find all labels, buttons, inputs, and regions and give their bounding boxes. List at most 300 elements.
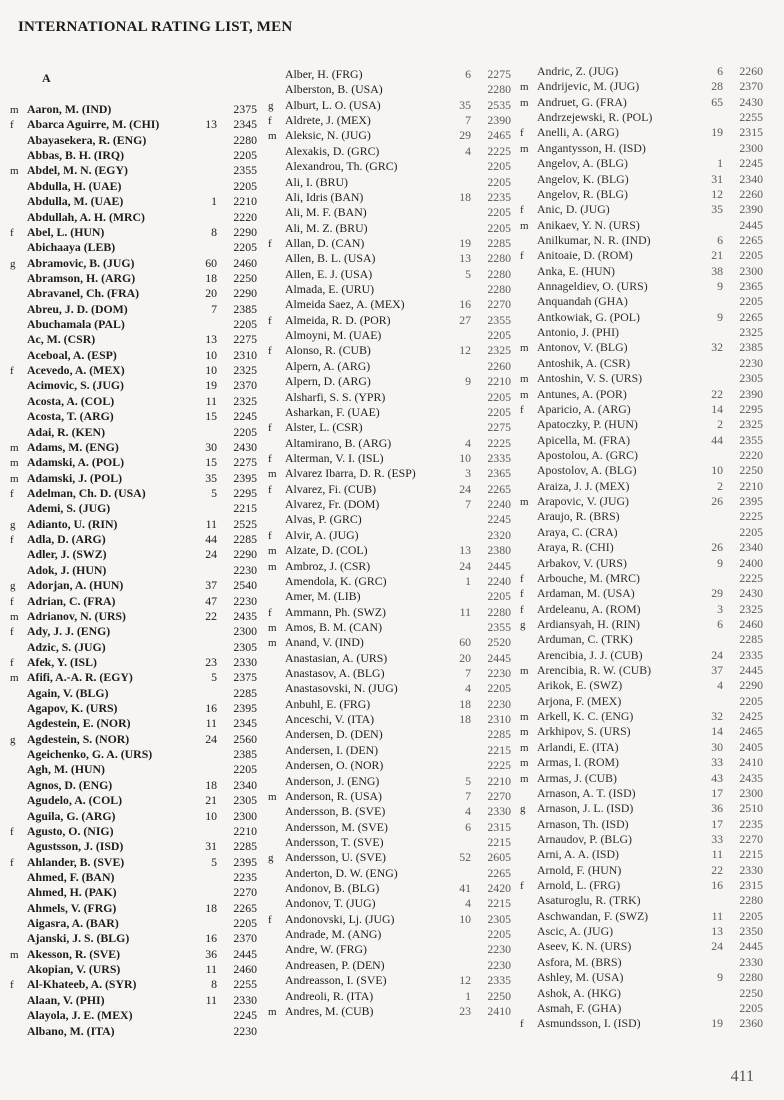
player-entry <box>520 95 764 110</box>
player-rating: 2305 <box>487 911 511 926</box>
player-rating: 2465 <box>739 724 763 739</box>
player-rating: 2335 <box>487 973 511 988</box>
player-entry <box>520 771 764 786</box>
player-rating: 2245 <box>739 156 763 171</box>
player-rating: 2230 <box>233 562 257 577</box>
games-count: 6 <box>465 67 471 81</box>
player-entry <box>10 409 258 424</box>
games-count: 24 <box>205 547 217 562</box>
player-name: Anastasov, A. (BLG) <box>285 666 385 681</box>
player-entry <box>10 394 258 409</box>
games-count: 13 <box>459 543 471 558</box>
player-entry <box>10 901 258 916</box>
player-name: Alburt, L. O. (USA) <box>285 97 381 112</box>
games-count: 8 <box>211 977 217 992</box>
player-rating: 2425 <box>739 709 763 724</box>
player-name: Anderson, R. (USA) <box>285 788 382 803</box>
player-name: Abayasekera, R. (ENG) <box>27 132 147 147</box>
games-count: 6 <box>465 819 471 834</box>
player-entry <box>520 509 764 524</box>
player-rating: 2445 <box>233 946 257 961</box>
player-name: Acosta, T. (ARG) <box>27 409 114 424</box>
player-rating: 2315 <box>739 878 763 893</box>
player-rating: 2205 <box>487 681 511 696</box>
player-entry <box>268 436 512 451</box>
player-name: Abbas, B. H. (IRQ) <box>27 148 125 163</box>
player-rating: 2290 <box>233 547 257 562</box>
player-entry <box>520 310 764 325</box>
player-entry <box>268 697 512 712</box>
games-count: 9 <box>465 374 471 389</box>
player-name: Adianto, U. (RIN) <box>27 516 118 531</box>
player-name: Abarca Aguirre, M. (CHI) <box>27 117 160 132</box>
player-entry <box>10 286 258 301</box>
player-name: Aigasra, A. (BAR) <box>27 916 119 931</box>
player-rating: 2445 <box>487 558 511 573</box>
player-entry <box>268 605 512 620</box>
player-name: Arencibia, J. J. (CUB) <box>537 647 643 662</box>
title-mark: g <box>10 580 16 593</box>
player-rating: 2510 <box>739 801 763 816</box>
player-name: Ademi, S. (JUG) <box>27 501 111 516</box>
player-rating: 2250 <box>487 988 511 1003</box>
games-count: 5 <box>211 485 217 500</box>
player-name: Ac, M. (CSR) <box>27 332 96 347</box>
player-entry <box>520 909 764 924</box>
title-mark: f <box>268 529 272 542</box>
player-entry <box>268 866 512 881</box>
player-name: Angantysson, H. (ISD) <box>537 140 646 155</box>
player-entry <box>268 297 512 312</box>
player-name: Arduman, C. (TRK) <box>537 632 633 647</box>
player-rating: 2205 <box>233 424 257 439</box>
player-name: Agudelo, A. (COL) <box>27 793 123 808</box>
player-rating: 2270 <box>233 885 257 900</box>
games-count: 2 <box>717 417 723 432</box>
games-count: 6 <box>717 64 723 78</box>
player-entry <box>10 640 258 655</box>
player-entry <box>10 839 258 854</box>
player-rating: 2205 <box>487 174 511 189</box>
player-entry <box>520 648 764 663</box>
player-entry <box>10 624 258 639</box>
player-entry <box>268 620 512 635</box>
player-rating: 2285 <box>233 839 257 854</box>
player-rating: 2330 <box>233 992 257 1007</box>
title-mark: m <box>268 1005 277 1018</box>
player-name: Aceboal, A. (ESP) <box>27 347 117 362</box>
player-rating: 2205 <box>487 389 511 404</box>
player-rating: 2230 <box>487 696 511 711</box>
games-count: 17 <box>711 816 723 831</box>
player-name: Allen, B. L. (USA) <box>285 251 376 266</box>
player-entry <box>268 497 512 512</box>
player-rating: 2300 <box>233 624 257 639</box>
games-count: 15 <box>205 409 217 424</box>
games-count: 4 <box>465 681 471 696</box>
player-name: Andonov, B. (BLG) <box>285 881 380 896</box>
player-rating: 2230 <box>487 666 511 681</box>
player-rating: 2225 <box>487 143 511 158</box>
player-entry <box>268 543 512 558</box>
player-name: Ashley, M. (USA) <box>537 970 624 985</box>
games-count: 38 <box>711 263 723 278</box>
player-entry <box>10 655 258 670</box>
player-name: Alster, L. (CSR) <box>285 420 363 435</box>
page-title: INTERNATIONAL RATING LIST, MEN <box>18 19 293 35</box>
player-rating: 2605 <box>487 850 511 865</box>
player-entry <box>268 313 512 328</box>
player-rating: 2430 <box>739 94 763 109</box>
player-entry <box>268 574 512 589</box>
player-rating: 2400 <box>739 555 763 570</box>
rating-rows <box>10 102 258 1039</box>
player-rating: 2325 <box>739 325 763 340</box>
title-mark: m <box>10 104 19 116</box>
player-entry <box>268 82 512 97</box>
player-name: Andersson, T. (SVE) <box>285 834 384 849</box>
player-entry <box>520 786 764 801</box>
player-name: Anka, E. (HUN) <box>537 263 615 278</box>
player-rating: 2395 <box>739 494 763 509</box>
title-mark: m <box>520 373 529 386</box>
player-name: Apicella, M. (FRA) <box>537 432 631 447</box>
player-rating: 2460 <box>739 616 763 631</box>
games-count: 16 <box>711 878 723 893</box>
player-name: Amos, B. M. (CAN) <box>285 619 383 634</box>
player-rating: 2310 <box>233 347 257 362</box>
player-rating: 2390 <box>487 113 511 128</box>
player-entry <box>520 571 764 586</box>
title-mark: g <box>268 852 274 865</box>
games-count: 14 <box>711 724 723 739</box>
player-rating: 2370 <box>233 378 257 393</box>
games-count: 44 <box>711 432 723 447</box>
player-name: Andreasen, P. (DEN) <box>285 957 385 972</box>
player-name: Again, V. (BLG) <box>27 685 109 700</box>
player-name: Asmundsson, I. (ISD) <box>537 1016 641 1031</box>
games-count: 11 <box>711 847 723 862</box>
player-entry <box>520 694 764 709</box>
player-name: Asfora, M. (BRS) <box>537 954 622 969</box>
games-count: 5 <box>465 773 471 788</box>
player-entry <box>10 778 258 793</box>
player-rating: 2230 <box>233 1023 257 1038</box>
player-rating: 2435 <box>233 608 257 623</box>
title-mark: f <box>10 825 14 838</box>
games-count: 4 <box>465 896 471 911</box>
player-name: Abravanel, Ch. (FRA) <box>27 286 140 301</box>
player-name: Aleksic, N. (JUG) <box>285 128 371 143</box>
player-name: Anikaev, Y. N. (URS) <box>537 217 640 232</box>
games-count: 10 <box>711 463 723 478</box>
player-name: Araya, R. (CHI) <box>537 540 614 555</box>
player-rating: 2340 <box>739 171 763 186</box>
player-name: Arencibia, R. W. (CUB) <box>537 663 652 678</box>
games-count: 8 <box>211 224 217 239</box>
player-rating: 2265 <box>487 865 511 880</box>
player-entry <box>520 417 764 432</box>
player-rating: 2205 <box>487 220 511 235</box>
title-mark: f <box>268 606 272 619</box>
title-mark: f <box>520 403 524 416</box>
player-entry <box>520 264 764 279</box>
player-name: Alpern, D. (ARG) <box>285 374 371 389</box>
player-entry <box>520 955 764 970</box>
player-name: Ali, M. F. (BAN) <box>285 205 367 220</box>
title-mark: f <box>520 250 524 263</box>
player-name: Ahmed, H. (PAK) <box>27 885 117 900</box>
player-rating: 2520 <box>487 635 511 650</box>
player-rating: 2205 <box>739 524 763 539</box>
games-count: 13 <box>205 332 217 347</box>
player-entry <box>520 371 764 386</box>
player-name: Aseev, K. N. (URS) <box>537 939 632 954</box>
player-entry <box>520 1016 764 1031</box>
player-entry <box>520 663 764 678</box>
player-entry <box>268 635 512 650</box>
games-count: 24 <box>711 647 723 662</box>
player-entry <box>268 144 512 159</box>
player-entry <box>520 525 764 540</box>
player-rating: 2225 <box>739 509 763 524</box>
player-entry <box>10 240 258 255</box>
games-count: 32 <box>711 709 723 724</box>
title-mark: f <box>268 422 272 435</box>
player-name: Afek, Y. (ISL) <box>27 654 97 669</box>
player-rating: 2535 <box>487 97 511 112</box>
games-count: 31 <box>205 839 217 854</box>
title-mark: f <box>268 345 272 358</box>
player-rating: 2275 <box>233 455 257 470</box>
player-rating: 2205 <box>739 693 763 708</box>
games-count: 6 <box>717 616 723 631</box>
games-count: 20 <box>459 650 471 665</box>
player-name: Anastasovski, N. (JUG) <box>285 681 398 696</box>
player-rating: 2225 <box>487 435 511 450</box>
games-count: 1 <box>717 156 723 171</box>
player-entry <box>10 256 258 271</box>
player-name: Andrijevic, M. (JUG) <box>537 79 640 94</box>
player-entry <box>520 878 764 893</box>
player-entry <box>520 233 764 248</box>
player-rating: 2310 <box>487 712 511 727</box>
player-rating: 2205 <box>739 248 763 263</box>
player-rating: 2345 <box>233 117 257 132</box>
games-count: 21 <box>711 248 723 263</box>
games-count: 18 <box>459 189 471 204</box>
player-entry <box>520 586 764 601</box>
player-name: Ali, I. (BRU) <box>285 174 348 189</box>
player-entry <box>268 221 512 236</box>
player-rating: 2390 <box>739 202 763 217</box>
player-name: Albano, M. (ITA) <box>27 1023 115 1038</box>
player-entry <box>268 850 512 865</box>
player-entry <box>10 762 258 777</box>
games-count: 12 <box>459 973 471 988</box>
player-rating: 2445 <box>487 650 511 665</box>
player-rating: 2280 <box>487 266 511 281</box>
player-entry <box>520 340 764 355</box>
player-name: Antoshin, V. S. (URS) <box>537 371 643 386</box>
player-name: Ali, Idris (BAN) <box>285 189 364 204</box>
games-count: 35 <box>459 97 471 112</box>
player-name: Araujo, R. (BRS) <box>537 509 620 524</box>
player-name: Antkowiak, G. (POL) <box>537 309 640 324</box>
player-rating: 2360 <box>739 1016 763 1031</box>
player-rating: 2230 <box>487 942 511 957</box>
player-entry <box>520 387 764 402</box>
player-rating: 2260 <box>487 358 511 373</box>
rating-rows <box>520 64 764 1032</box>
player-rating: 2355 <box>739 432 763 447</box>
games-count: 23 <box>205 654 217 669</box>
player-entry <box>520 1001 764 1016</box>
player-entry <box>520 986 764 1001</box>
player-rating: 2525 <box>233 516 257 531</box>
title-mark: f <box>10 487 14 500</box>
player-rating: 2205 <box>233 762 257 777</box>
player-name: Adler, J. (SWZ) <box>27 547 107 562</box>
games-count: 18 <box>459 696 471 711</box>
player-rating: 2240 <box>487 573 511 588</box>
player-entry <box>268 205 512 220</box>
player-rating: 2390 <box>739 386 763 401</box>
player-entry <box>520 294 764 309</box>
player-name: Anitoaie, D. (ROM) <box>537 248 633 263</box>
player-rating: 2465 <box>487 128 511 143</box>
title-mark: m <box>268 790 277 803</box>
player-rating: 2210 <box>487 773 511 788</box>
title-mark: f <box>520 204 524 217</box>
player-name: Asmah, F. (GHA) <box>537 1000 622 1015</box>
player-entry <box>10 885 258 900</box>
player-name: Abdulla, M. (UAE) <box>27 194 124 209</box>
player-name: Adamski, A. (POL) <box>27 455 125 470</box>
title-mark: f <box>520 127 524 140</box>
title-mark: m <box>268 130 277 143</box>
player-name: Adorjan, A. (HUN) <box>27 578 124 593</box>
player-entry <box>268 973 512 988</box>
games-count: 13 <box>205 117 217 132</box>
games-count: 20 <box>205 286 217 301</box>
player-rating: 2325 <box>487 343 511 358</box>
player-rating: 2205 <box>739 908 763 923</box>
player-name: Armas, I. (ROM) <box>537 755 619 770</box>
player-rating: 2560 <box>233 731 257 746</box>
player-rating: 2445 <box>739 939 763 954</box>
player-name: Agdestein, S. (NOR) <box>27 731 130 746</box>
player-rating: 2285 <box>487 727 511 742</box>
player-rating: 2210 <box>233 823 257 838</box>
games-count: 10 <box>205 808 217 823</box>
player-rating: 2385 <box>739 340 763 355</box>
player-name: Andrade, M. (ANG) <box>285 927 382 942</box>
games-count: 19 <box>205 378 217 393</box>
player-entry <box>520 187 764 202</box>
player-entry <box>268 328 512 343</box>
title-mark: f <box>10 856 14 869</box>
player-rating: 2430 <box>233 439 257 454</box>
title-mark: m <box>520 342 529 355</box>
player-name: Abichaaya (LEB) <box>27 240 116 255</box>
player-rating: 2250 <box>739 985 763 1000</box>
player-name: Alzate, D. (COL) <box>285 543 368 558</box>
player-name: Anand, V. (IND) <box>285 635 364 650</box>
player-entry <box>10 486 258 501</box>
player-name: Arapovic, V. (JUG) <box>537 494 629 509</box>
player-entry <box>520 740 764 755</box>
title-mark: f <box>268 237 272 250</box>
player-entry <box>520 970 764 985</box>
player-name: Alayola, J. E. (MEX) <box>27 1008 133 1023</box>
games-count: 33 <box>711 831 723 846</box>
player-rating: 2365 <box>487 466 511 481</box>
player-name: Agnos, D. (ENG) <box>27 777 113 792</box>
player-rating: 2260 <box>739 64 763 78</box>
player-name: Apostolou, A. (GRC) <box>537 447 638 462</box>
player-name: Ammann, Ph. (SWZ) <box>285 604 386 619</box>
player-rating: 2270 <box>487 788 511 803</box>
player-name: Arnaudov, P. (BLG) <box>537 831 632 846</box>
games-count: 1 <box>465 988 471 1003</box>
player-name: Armas, J. (CUB) <box>537 770 617 785</box>
player-name: Abdel, M. N. (EGY) <box>27 163 128 178</box>
player-rating: 2405 <box>739 739 763 754</box>
player-name: Ahmed, F. (BAN) <box>27 869 115 884</box>
player-name: Allan, D. (CAN) <box>285 235 365 250</box>
player-name: Akopian, V. (URS) <box>27 962 121 977</box>
page-number: 411 <box>730 1068 754 1085</box>
player-name: Alexandrou, Th. (GRC) <box>285 159 398 174</box>
player-name: Andreasson, I. (SVE) <box>285 973 387 988</box>
player-name: Akesson, R. (SVE) <box>27 946 121 961</box>
player-rating: 2395 <box>233 470 257 485</box>
player-rating: 2245 <box>487 512 511 527</box>
player-entry <box>10 732 258 747</box>
player-rating: 2265 <box>739 232 763 247</box>
player-name: Arkell, K. C. (ENG) <box>537 709 634 724</box>
title-mark: f <box>520 572 524 585</box>
player-name: Amer, M. (LIB) <box>285 589 361 604</box>
player-rating: 2435 <box>739 770 763 785</box>
player-rating: 2305 <box>233 793 257 808</box>
player-name: Anbuhl, E. (FRG) <box>285 696 371 711</box>
games-count: 60 <box>205 255 217 270</box>
games-count: 5 <box>211 854 217 869</box>
games-count: 29 <box>459 128 471 143</box>
player-rating: 2275 <box>233 332 257 347</box>
player-name: Anceschi, V. (ITA) <box>285 712 375 727</box>
player-name: Alvir, A. (JUG) <box>285 527 359 542</box>
player-name: Alvarez, Fr. (DOM) <box>285 497 380 512</box>
player-rating: 2205 <box>233 240 257 255</box>
player-rating: 2275 <box>487 420 511 435</box>
games-count: 65 <box>711 94 723 109</box>
title-mark: m <box>268 621 277 634</box>
games-count: 9 <box>717 309 723 324</box>
player-rating: 2205 <box>487 328 511 343</box>
player-entry <box>268 282 512 297</box>
player-rating: 2410 <box>487 1003 511 1018</box>
player-entry <box>10 855 258 870</box>
player-entry <box>268 912 512 927</box>
player-rating: 2330 <box>739 862 763 877</box>
player-entry <box>268 804 512 819</box>
player-rating: 2280 <box>739 970 763 985</box>
player-entry <box>10 609 258 624</box>
player-entry <box>268 236 512 251</box>
